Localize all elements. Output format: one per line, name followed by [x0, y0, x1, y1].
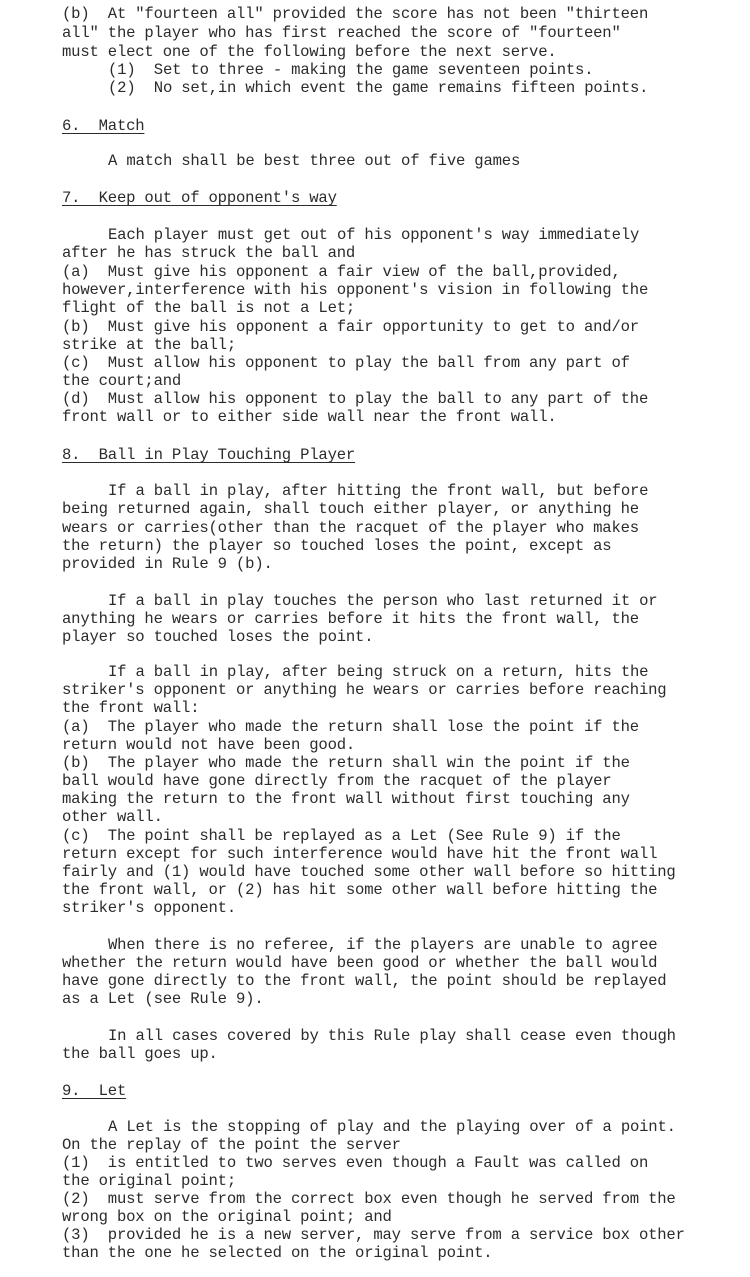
text-line: player so touched loses the point. [62, 628, 374, 646]
text-line: the front wall: [62, 699, 200, 717]
text-line: (1) Set to three - making the game seventeen points. [108, 61, 594, 79]
text-line: On the replay of the point the server [62, 1136, 401, 1154]
text-line: (1) is entitled to two serves even though a Fault was called on [62, 1154, 649, 1172]
section-heading: 9. Let [62, 1082, 127, 1100]
text-line: than the one he selected on the original point. [62, 1244, 493, 1262]
text-line: (b) At "fourteen all" provided the score has not been "thirteen [62, 5, 649, 23]
section-heading: 8. Ball in Play Touching Player [62, 446, 356, 464]
text-line: striker's opponent or anything he wears or carries before reaching [62, 681, 667, 699]
text-line: striker's opponent. [62, 899, 236, 917]
text-line: (a) The player who made the return shall lose the point if the [62, 718, 639, 736]
text-line: If a ball in play touches the person who last returned it or [108, 592, 658, 610]
text-line: (d) Must allow his opponent to play the ball to any part of the [62, 390, 649, 408]
text-line: making the return to the front wall without first touching any [62, 790, 630, 808]
text-line: must elect one of the following before the next serve. [62, 43, 557, 61]
text-line: wrong box on the original point; and [62, 1208, 392, 1226]
text-line: If a ball in play, after hitting the front wall, but before [108, 482, 649, 500]
text-line: the court;and [62, 372, 182, 390]
text-line: after he has struck the ball and [62, 244, 356, 262]
text-line: the original point; [62, 1172, 236, 1190]
text-line: (c) Must allow his opponent to play the ball from any part of [62, 354, 630, 372]
text-line: (3) provided he is a new server, may serve from a service box other [62, 1226, 685, 1244]
text-line: (b) Must give his opponent a fair opportunity to get to and/or [62, 318, 639, 336]
text-line: wears or carries(other than the racquet of the player who makes [62, 519, 639, 537]
text-line: return would not have been good. [62, 736, 356, 754]
text-line: have gone directly to the front wall, the point should be replayed [62, 972, 667, 990]
text-line: When there is no referee, if the players are unable to agree [108, 936, 658, 954]
text-line: (2) must serve from the correct box even though he served from the [62, 1190, 676, 1208]
text-line: whether the return would have been good or whether the ball would [62, 954, 658, 972]
text-line: front wall or to either side wall near the front wall. [62, 408, 557, 426]
text-line: (b) The player who made the return shall win the point if the [62, 754, 630, 772]
text-line: ball would have gone directly from the racquet of the player [62, 772, 612, 790]
text-line: fairly and (1) would have touched some other wall before so hitting [62, 863, 676, 881]
text-line: return except for such interference would have hit the front wall [62, 845, 658, 863]
text-line: Each player must get out of his opponent's way immediately [108, 226, 640, 244]
text-line: however,interference with his opponent's vision in following the [62, 281, 649, 299]
text-line: anything he wears or carries before it hits the front wall, the [62, 610, 639, 628]
section-heading: 6. Match [62, 117, 145, 135]
text-line: other wall. [62, 808, 163, 826]
text-line: A match shall be best three out of five games [108, 152, 521, 170]
text-line: strike at the ball; [62, 336, 236, 354]
text-line: (a) Must give his opponent a fair view of the ball,provided, [62, 263, 621, 281]
text-line: A Let is the stopping of play and the playing over of a point. [108, 1118, 676, 1136]
text-line: (2) No set,in which event the game remains fifteen points. [108, 79, 649, 97]
text-line: as a Let (see Rule 9). [62, 990, 264, 1008]
section-heading: 7. Keep out of opponent's way [62, 189, 337, 207]
text-line: being returned again, shall touch either player, or anything he [62, 500, 639, 518]
text-line: In all cases covered by this Rule play shall cease even though [108, 1027, 676, 1045]
text-line: the return) the player so touched loses the point, except as [62, 537, 612, 555]
text-line: flight of the ball is not a Let; [62, 299, 356, 317]
text-line: the front wall, or (2) has hit some other wall before hitting the [62, 881, 658, 899]
text-line: the ball goes up. [62, 1045, 218, 1063]
text-line: (c) The point shall be replayed as a Let (See Rule 9) if the [62, 827, 621, 845]
text-line: all" the player who has first reached the score of "fourteen" [62, 24, 621, 42]
text-line: provided in Rule 9 (b). [62, 555, 273, 573]
text-line: If a ball in play, after being struck on a return, hits the [108, 663, 649, 681]
